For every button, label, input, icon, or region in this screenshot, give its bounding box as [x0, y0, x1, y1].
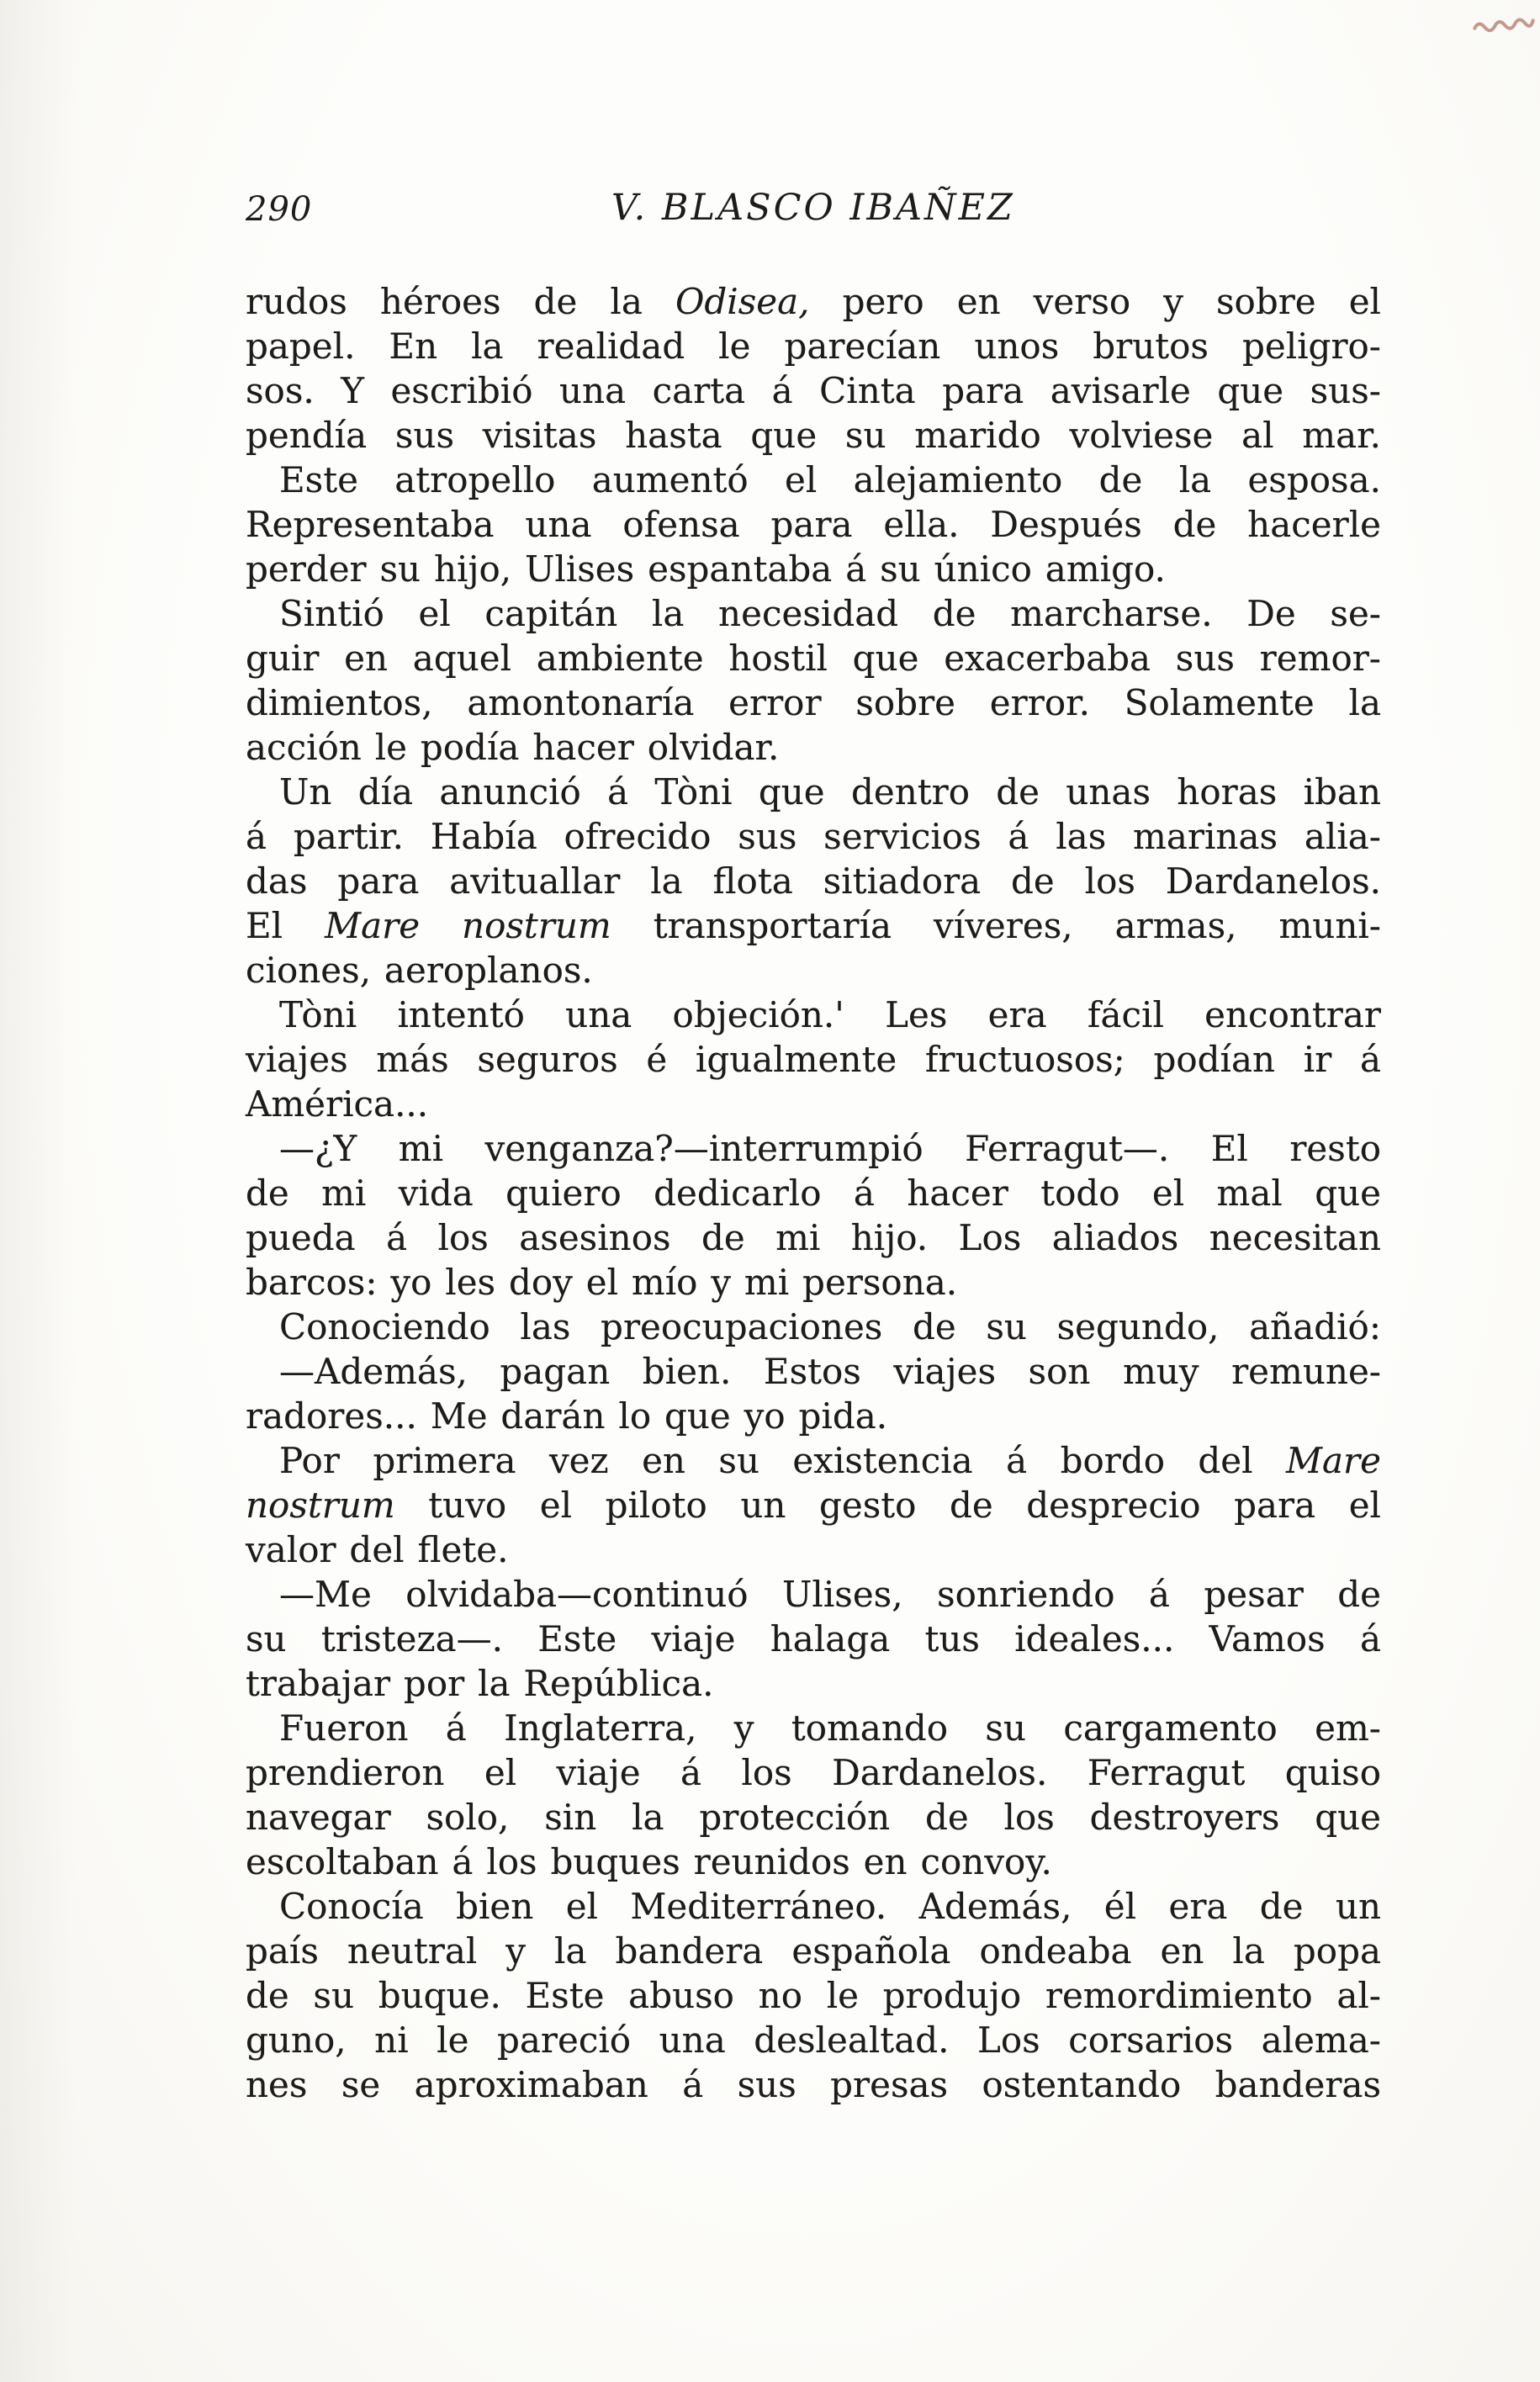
text-segment: pendía sus visitas hasta que su marido volviese al mar.	[246, 415, 1381, 456]
text-segment: viajes más seguros é igualmente fructuosos; podían ir á	[246, 1039, 1381, 1080]
text-segment: —Me olvidaba—continuó Ulises, sonriendo á pesar de	[279, 1574, 1381, 1615]
text-line	[246, 814, 1381, 859]
text-line	[246, 1305, 1381, 1349]
text-segment: transportaría víveres, armas, muni-	[611, 905, 1381, 946]
paragraph	[246, 992, 1381, 1126]
text-segment: rudos héroes de la	[246, 281, 675, 322]
paragraph	[246, 1706, 1381, 1884]
page-header	[246, 187, 1381, 237]
italic-text: Mare	[1286, 1440, 1381, 1481]
text-line	[246, 2062, 1381, 2107]
page-number: 290	[246, 190, 313, 229]
text-line	[246, 1260, 1381, 1305]
text-segment: Sintió el capitán la necesidad de marcharse. De se-	[279, 593, 1381, 634]
text-segment: navegar solo, sin la protección de los destroyers que	[246, 1797, 1381, 1838]
text-line	[246, 591, 1381, 636]
text-segment: su tristeza—. Este viaje halaga tus ideales... Vamos á	[246, 1618, 1381, 1659]
text-segment: trabajar por la República.	[246, 1663, 714, 1704]
text-line	[246, 1884, 1381, 1929]
text-line	[246, 636, 1381, 680]
text-line	[246, 1706, 1381, 1750]
text-line	[246, 1973, 1381, 2018]
text-segment: América...	[246, 1083, 429, 1125]
text-segment: nes se aproximaban á sus presas ostentando banderas	[246, 2064, 1381, 2105]
text-line	[246, 547, 1381, 591]
text-segment: prendieron el viaje á los Dardanelos. Ferragut quiso	[246, 1752, 1381, 1793]
text-line	[246, 1126, 1381, 1171]
scan-artifact	[1472, 10, 1536, 39]
text-segment: de su buque. Este abuso no le produjo remordimiento al-	[246, 1975, 1381, 2016]
text-segment: valor del flete.	[246, 1529, 509, 1570]
paragraph	[246, 458, 1381, 591]
text-line	[246, 1037, 1381, 1082]
text-block	[246, 279, 1381, 2107]
text-segment: guir en aquel ambiente hostil que exacerbaba sus remor-	[246, 638, 1381, 679]
text-segment: Tòni intentó una objeción.' Les era fácil encontrar	[279, 994, 1381, 1035]
text-segment: dimientos, amontonaría error sobre error. Solamente la	[246, 682, 1381, 723]
text-segment: guno, ni le pareció una deslealtad. Los corsarios alema-	[246, 2019, 1381, 2061]
text-segment: barcos: yo les doy el mío y mi persona.	[246, 1262, 958, 1303]
italic-text: Mare nostrum	[325, 905, 611, 946]
text-line	[246, 859, 1381, 903]
text-segment: á partir. Había ofrecido sus servicios á las marinas alia-	[246, 816, 1381, 857]
text-line	[246, 1527, 1381, 1572]
text-segment: ciones, aeroplanos.	[246, 950, 593, 991]
text-line	[246, 1394, 1381, 1438]
text-line	[246, 1617, 1381, 1661]
text-segment: escoltaban á los buques reunidos en convoy.	[246, 1841, 1052, 1882]
paragraph	[246, 1305, 1381, 1349]
italic-text: Odisea,	[675, 281, 810, 322]
text-segment: —¿Y mi venganza?—interrumpió Ferragut—. El resto	[279, 1128, 1381, 1169]
text-segment: papel. En la realidad le parecían unos brutos peligro-	[246, 326, 1381, 367]
paragraph	[246, 1884, 1381, 2107]
text-segment: Por primera vez en su existencia á bordo del	[279, 1440, 1287, 1481]
text-line	[246, 1750, 1381, 1795]
text-line	[246, 502, 1381, 547]
text-line	[246, 948, 1381, 992]
text-segment: país neutral y la bandera española ondeaba en la popa	[246, 1930, 1381, 1972]
text-line	[246, 368, 1381, 413]
text-line	[246, 725, 1381, 770]
text-line	[246, 1572, 1381, 1617]
paragraph	[246, 1126, 1381, 1305]
text-line	[246, 279, 1381, 324]
paragraph	[246, 1349, 1381, 1438]
text-segment: das para avituallar la flota sitiadora de los Dardanelos.	[246, 860, 1381, 902]
text-line	[246, 1171, 1381, 1215]
paragraph	[246, 279, 1381, 458]
text-segment: pueda á los asesinos de mi hijo. Los aliados necesitan	[246, 1217, 1381, 1258]
italic-text: nostrum	[246, 1485, 395, 1526]
text-segment: El	[246, 905, 325, 946]
text-segment: acción le podía hacer olvidar.	[246, 727, 780, 768]
text-line	[246, 1795, 1381, 1839]
paragraph	[246, 1438, 1381, 1572]
text-segment: sos. Y escribió una carta á Cinta para avisarle que sus-	[246, 370, 1381, 411]
text-line	[246, 1349, 1381, 1394]
paragraph	[246, 591, 1381, 770]
text-segment: pero en verso y sobre el	[809, 281, 1381, 322]
text-line	[246, 1215, 1381, 1260]
paragraph	[246, 1572, 1381, 1706]
text-segment: de mi vida quiero dedicarlo á hacer todo el mal que	[246, 1172, 1381, 1214]
text-segment: perder su hijo, Ulises espantaba á su único amigo.	[246, 548, 1166, 590]
text-segment: —Además, pagan bien. Estos viajes son muy remune-	[279, 1351, 1381, 1392]
text-line	[246, 413, 1381, 458]
text-line	[246, 903, 1381, 948]
paragraph	[246, 770, 1381, 992]
text-line	[246, 1438, 1381, 1483]
text-line	[246, 324, 1381, 368]
text-line	[246, 770, 1381, 814]
text-line	[246, 1661, 1381, 1706]
text-line	[246, 1839, 1381, 1884]
text-segment: Conocía bien el Mediterráneo. Además, él era de un	[279, 1886, 1381, 1927]
text-segment: Este atropello aumentó el alejamiento de la esposa.	[279, 459, 1381, 500]
text-segment: Un día anunció á Tòni que dentro de unas horas iban	[279, 771, 1381, 813]
text-line	[246, 2018, 1381, 2062]
text-line	[246, 458, 1381, 502]
text-line	[246, 680, 1381, 725]
text-line	[246, 1929, 1381, 1973]
text-segment: Fueron á Inglaterra, y tomando su cargamento em-	[279, 1707, 1381, 1749]
text-line	[246, 992, 1381, 1037]
text-segment: Conociendo las preocupaciones de su segundo, añadió:	[279, 1306, 1381, 1347]
text-line	[246, 1483, 1381, 1527]
text-segment: tuvo el piloto un gesto de desprecio para el	[394, 1485, 1381, 1526]
text-segment: radores... Me darán lo que yo pida.	[246, 1395, 888, 1437]
text-segment: Representaba una ofensa para ella. Después de hacerle	[246, 504, 1381, 545]
running-title: V. BLASCO IBAÑEZ	[611, 187, 1015, 229]
text-line	[246, 1082, 1381, 1126]
